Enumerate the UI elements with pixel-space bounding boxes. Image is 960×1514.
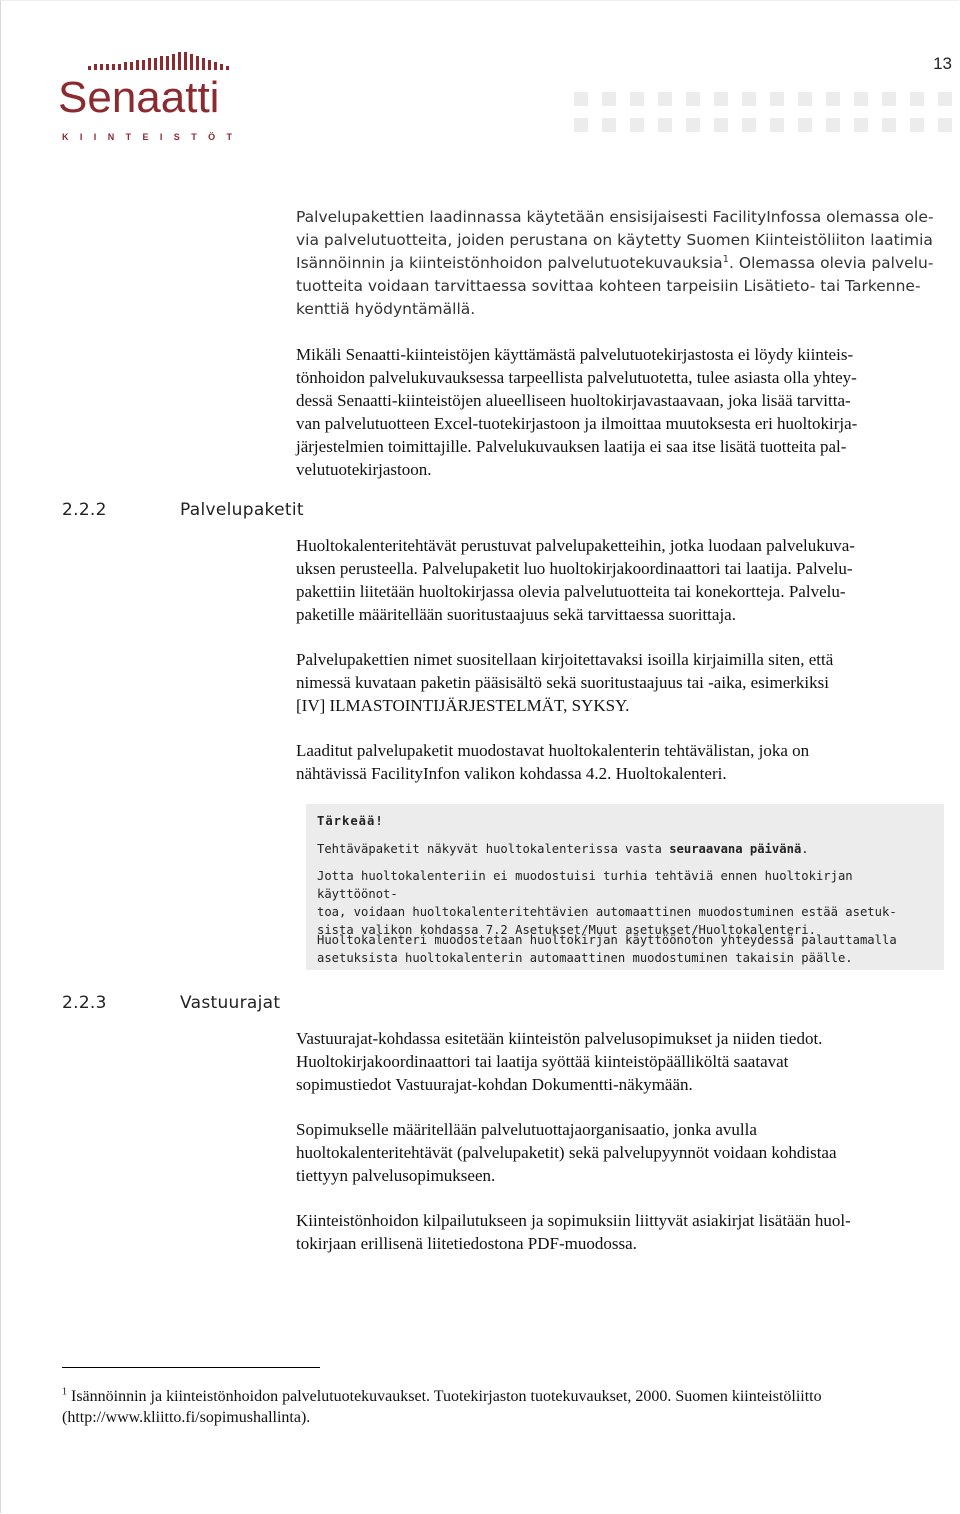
text-line: tuotteita voidaan tarvittaessa sovittaa kohteen tarpeisiin Lisätieto- tai Tarkenne- [296,277,921,295]
intro-paragraph-1 [296,206,950,321]
text-line: sista valikon kohdassa 7.2 Asetukset/Muut asetukset/Huoltokalenteri. [317,923,816,937]
text-line: [IV] ILMASTOINTIJÄRJESTELMÄT, SYKSY. [296,696,630,715]
note-line-1 [317,840,937,858]
important-note-box [306,804,944,970]
footnote-divider [62,1367,320,1368]
text-line: van palvelutuotteen Excel-tuotekirjastoon ja ilmoittaa muutoksesta eri huoltokirja- [296,414,858,433]
text-line: pakettiin liitetään huoltokirjassa olevia palvelutuotteita tai konekortteja. Palvelu- [296,582,846,601]
vastuurajat-paragraph-2 [296,1118,950,1187]
note-paragraph-2 [317,867,937,939]
text-line: Huoltokalenteri muodostetaan huoltokirjan käyttöönoton yhteydessä palauttamalla [317,933,897,947]
text-line [296,252,950,275]
palvelupaketit-paragraph-3 [296,739,950,785]
text-segment: Isännöinnin ja kiinteistönhoidon palvelutuotekuvaukset. Tuotekirjaston tuotekuvaukset, 2000. Suomen kiinteistöliitto [67,1388,822,1405]
page-number: 13 [933,54,952,73]
text-line: Mikäli Senaatti-kiinteistöjen käyttämästä palvelutuotekirjastosta ei löydy kiinteis- [296,345,854,364]
text-emphasis: seuraavana päivänä [669,842,802,856]
header-grid-decoration [572,92,958,136]
text-line: Palvelupakettien laadinnassa käytetään ensisijaisesti FacilityInfossa olemassa ole- [296,208,934,226]
section-number: 2.2.2 [62,500,107,520]
text-line: Sopimukselle määritellään palvelutuottajaorganisaatio, jonka avulla [296,1120,757,1139]
text-segment: Tehtäväpaketit näkyvät huoltokalenterissa vasta [317,842,670,856]
text-line: Laaditut palvelupaketit muodostavat huoltokalenterin tehtävälistan, joka on [296,741,810,760]
footnote-link[interactable]: (http://www.kliitto.fi/sopimushallinta). [62,1409,311,1426]
footnote-marker: 1 [62,1386,67,1398]
text-line: Kiinteistönhoidon kilpailutukseen ja sopimuksiin liittyvät asiakirjat lisätään huol- [296,1211,851,1230]
text-line: Huoltokirjakoordinaattori tai laatija syöttää kiinteistöpäälliköltä saatavat [296,1052,789,1071]
text-line: tiettyyn palvelusopimukseen. [296,1166,496,1185]
logo-subtitle: KIINTEISTÖT [62,132,244,142]
section-heading-palvelupaketit [62,500,304,520]
text-line: nimessä kuvataan paketin pääsisältö sekä suoritustaajuus tai -aika, esimerkiksi [296,673,829,692]
section-title: Vastuurajat [180,993,281,1013]
note-paragraph-3 [317,931,937,967]
text-line: Huoltokalenteritehtävät perustuvat palvelupaketteihin, jotka luodaan palvelukuva- [296,536,855,555]
text-line: toa, voidaan huoltokalenteritehtävien automaattinen muodostuminen estää asetuk- [317,905,897,919]
intro-paragraph-2 [296,343,950,481]
footnote [62,1386,942,1428]
note-title: Tärkeää! [317,814,384,828]
text-line: järjestelmien toimittajille. Palvelukuvauksen laatija ei saa itse lisätä tuotteita pal- [296,437,847,456]
text-line: via palvelutuotteita, joiden perustana on käytetty Suomen Kiinteistöliiton laatimia [296,231,933,249]
footnote-reference: 1 [722,253,730,265]
section-title: Palvelupaketit [180,500,304,520]
palvelupaketit-paragraph-2 [296,648,950,717]
palvelupaketit-paragraph-1 [296,534,950,626]
text-line: sopimustiedot Vastuurajat-kohdan Dokumentti-näkymään. [296,1075,693,1094]
vastuurajat-paragraph-3 [296,1209,950,1255]
text-line [62,1386,942,1407]
text-line: nähtävissä FacilityInfon valikon kohdassa 4.2. Huoltokalenteri. [296,764,727,783]
section-number: 2.2.3 [62,993,107,1013]
text-line: kenttiä hyödyntämällä. [296,300,476,318]
logo-wordmark: Senaatti [58,73,220,122]
vastuurajat-paragraph-1 [296,1027,950,1096]
logo-dots-icon [88,48,238,74]
text-line: Jotta huoltokalenteriin ei muodostuisi turhia tehtäviä ennen huoltokirjan käyttöönot- [317,869,853,901]
text-line: dessä Senaatti-kiinteistöjen alueelliseen huoltokirjavastaavaan, joka lisää tarvitta- [296,391,851,410]
text-segment: Isännöinnin ja kiinteistönhoidon palvelutuotekuvauksia [296,254,723,272]
senaatti-logo [58,48,244,148]
text-line: tönhoidon palvelukuvauksessa tarpeellista palvelutuotetta, tulee asiasta olla yhtey- [296,368,857,387]
text-line: huoltokalenteritehtävät (palvelupaketit) sekä palvelupyynnöt voidaan kohdistaa [296,1143,837,1162]
text-line: asetuksista huoltokalenterin automaattinen muodostuminen takaisin päälle. [317,951,853,965]
text-segment: . [801,842,809,856]
text-line: velutuotekirjastoon. [296,460,432,479]
text-line: tokirjaan erillisenä liitetiedostona PDF-muodossa. [296,1234,637,1253]
text-line: Vastuurajat-kohdassa esitetään kiinteistön palvelusopimukset ja niiden tiedot. [296,1029,823,1048]
text-line: Palvelupakettien nimet suositellaan kirjoitettavaksi isoilla kirjaimilla siten, että [296,650,834,669]
text-line: uksen perusteella. Palvelupaketit luo huoltokirjakoordinaattori tai laatija. Palvelu- [296,559,853,578]
text-line: paketille määritellään suoritustaajuus sekä tarvittaessa suorittaja. [296,605,736,624]
text-segment: . Olemassa olevia palvelu- [729,254,934,272]
section-heading-vastuurajat [62,993,280,1013]
